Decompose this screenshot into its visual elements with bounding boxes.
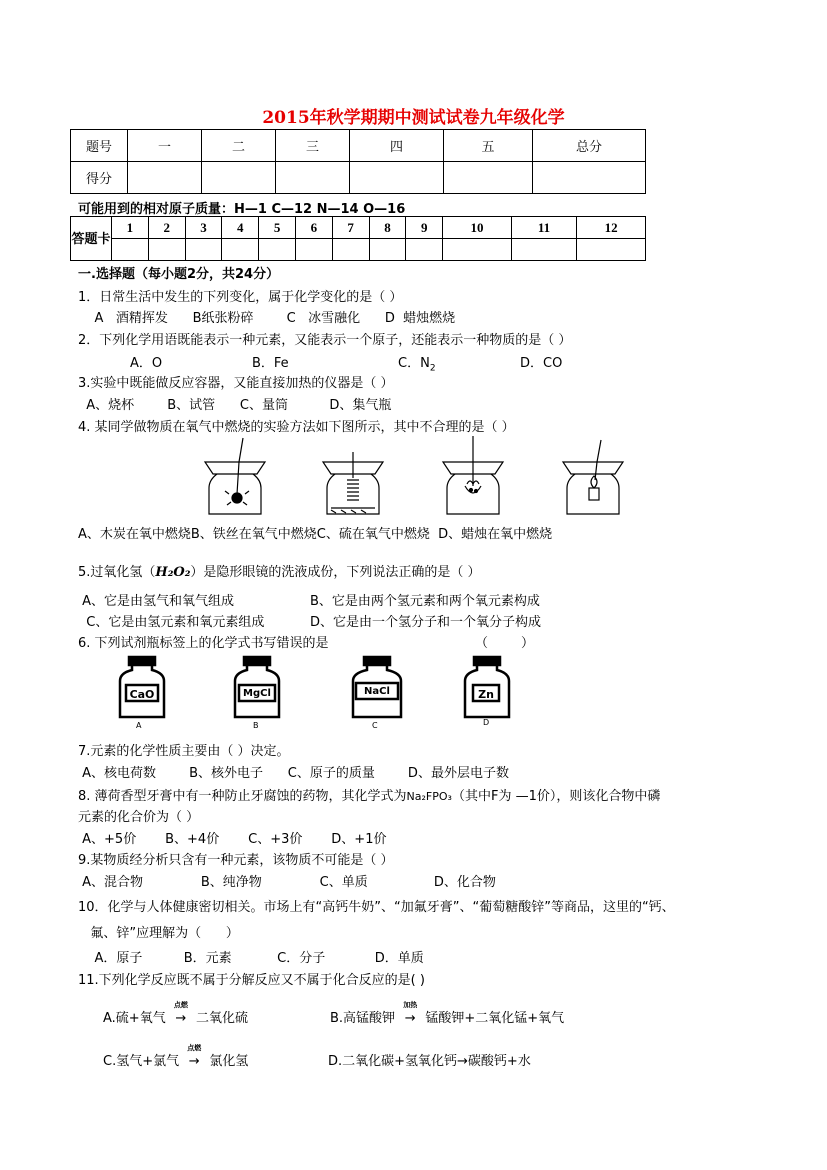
header-cell: 四: [350, 130, 444, 162]
answer-card-label: 答题卡: [71, 217, 112, 261]
condition-label: 点燃: [173, 1001, 188, 1009]
answer-cell[interactable]: [295, 239, 332, 261]
reagent-bottles: [112, 655, 532, 735]
score-cell[interactable]: [128, 162, 202, 194]
answer-cell[interactable]: [406, 239, 443, 261]
question-3-stem: 3.实验中既能做反应容器，又能直接加热的仪器是（ ）: [78, 376, 394, 391]
question-5-option-d: D、它是由一个氢分子和一个氧分子构成: [310, 615, 542, 630]
question-2-option-d: D．CO: [520, 356, 563, 371]
answer-cell[interactable]: [259, 239, 296, 261]
answer-number: 5: [259, 217, 296, 239]
answer-number: 6: [295, 217, 332, 239]
question-2-option-c: [398, 352, 436, 374]
condition-label: 点燃: [187, 1044, 202, 1052]
header-cell: 二: [202, 130, 276, 162]
question-5-stem: [78, 561, 481, 580]
answer-cell[interactable]: [443, 239, 512, 261]
arrow-icon: →: [188, 1054, 200, 1069]
answer-number: 3: [185, 217, 222, 239]
answer-number: 8: [369, 217, 406, 239]
arrow-icon: →: [175, 1011, 187, 1026]
answer-cell[interactable]: [148, 239, 185, 261]
question-11-option-c: [103, 1044, 249, 1069]
header-cell: 三: [276, 130, 350, 162]
formula-na2fpo3: Na₂FPO₃: [406, 790, 452, 803]
label-b-text: MgCl: [243, 688, 271, 699]
bottle-iron: [323, 452, 383, 514]
question-11-option-a: [103, 1001, 248, 1026]
arrow-with-condition: [170, 1001, 192, 1026]
score-cell[interactable]: [276, 162, 350, 194]
answer-cell[interactable]: [112, 239, 149, 261]
bottle-d: [457, 655, 517, 735]
answer-number: 11: [511, 217, 576, 239]
question-10-stem: 10．化学与人体健康密切相关。市场上有“高钙牛奶”、“加氟牙膏”、“葡萄糖酸锌”等商品，这里的“钙、: [78, 900, 675, 915]
bottle-candle: [563, 440, 623, 514]
combustion-diagram: [195, 436, 635, 518]
answer-cell[interactable]: [511, 239, 576, 261]
bottle-a: [112, 655, 172, 735]
score-cell[interactable]: [533, 162, 646, 194]
bottle-c: [344, 655, 410, 735]
question-8-stem: [78, 785, 660, 804]
score-cell[interactable]: [350, 162, 444, 194]
question-7-stem: 7.元素的化学性质主要由（ ）决定。: [78, 744, 290, 759]
question-10-options: A．原子 B．元素 C．分子 D．单质: [78, 951, 424, 966]
question-5-option-a: A、它是由氢气和氧气组成: [78, 594, 235, 609]
stem-part: 5.过氧化氢（: [78, 565, 156, 580]
score-cell[interactable]: [444, 162, 533, 194]
atomic-masses: 可能用到的相对原子质量：H—1 C—12 N—14 O—16: [78, 202, 406, 217]
label-a-text: CaO: [129, 688, 155, 701]
question-11-option-d: D.二氧化碳+氢氧化钙→碳酸钙+水: [328, 1054, 531, 1069]
section-title: 一.选择题（每小题2分，共24分）: [78, 267, 280, 282]
row-label: 得分: [71, 162, 128, 194]
answer-cell[interactable]: [222, 239, 259, 261]
question-8-options: A、+5价 B、+4价 C、+3价 D、+1价: [78, 832, 387, 847]
condition-label: 加热: [403, 1001, 418, 1009]
stem-part: 8. 薄荷香型牙膏中有一种防止牙腐蚀的药物，其化学式为: [78, 789, 407, 804]
letter-d: D: [483, 718, 490, 727]
answer-number: 9: [406, 217, 443, 239]
exam-title: 2015年秋学期期中测试试卷九年级化学: [262, 108, 565, 128]
formula-h2o2: H₂O₂: [155, 565, 191, 580]
header-cell: 一: [128, 130, 202, 162]
question-3-options: A、烧杯 B、试管 C、量筒 D、集气瓶: [78, 398, 392, 413]
question-11-option-b: [330, 1001, 565, 1026]
question-2-option-a: A．O: [130, 356, 163, 371]
combustion-figure: [195, 436, 635, 518]
reactants: B.高锰酸钾: [330, 1011, 396, 1026]
answer-cell[interactable]: [577, 239, 646, 261]
question-9-stem: 9.某物质经分析只含有一种元素，该物质不可能是（ ）: [78, 853, 394, 868]
reactants: C.氢气+氯气: [103, 1054, 180, 1069]
label-c-text: NaCl: [364, 686, 390, 697]
arrow-with-condition: [183, 1044, 205, 1069]
products: 氯化氢: [209, 1054, 249, 1069]
question-9-options: A、混合物 B、纯净物 C、单质 D、化合物: [78, 875, 496, 890]
bottle-charcoal: [205, 438, 265, 514]
answer-cell[interactable]: [332, 239, 369, 261]
letter-c: C: [372, 721, 378, 730]
question-6-stem: 6. 下列试剂瓶标签上的化学式书写错误的是: [78, 636, 329, 651]
score-header-row: [71, 130, 646, 162]
bottle-sulfur: [443, 436, 503, 514]
products: 二氧化硫: [195, 1011, 248, 1026]
question-1-options: A 酒精挥发 B纸张粉碎 C 冰雪融化 D 蜡烛燃烧: [78, 311, 456, 326]
answer-cell[interactable]: [369, 239, 406, 261]
products: 锰酸钾+二氧化锰+氧气: [425, 1011, 565, 1026]
answer-number: 12: [577, 217, 646, 239]
stem-part: ）是隐形眼镜的洗液成份，下列说法正确的是（ ）: [190, 565, 481, 580]
question-1-stem: 1．日常生活中发生的下列变化，属于化学变化的是（ ）: [78, 290, 403, 305]
question-2-stem: 2．下列化学用语既能表示一种元素，又能表示一个原子，还能表示一种物质的是（ ）: [78, 333, 572, 348]
answer-number-row: [71, 217, 646, 239]
stem-part: （其中F为 —1价），则该化合物中磷: [451, 789, 661, 804]
label-d-text: Zn: [478, 688, 494, 701]
arrow-icon: →: [404, 1011, 416, 1026]
question-10-line2: 氟、锌”应理解为（ ）: [78, 926, 239, 941]
option-c-text: C．N: [398, 356, 430, 371]
answer-number: 10: [443, 217, 512, 239]
header-cell: 五: [444, 130, 533, 162]
question-6-paren: （ ）: [475, 636, 535, 651]
answer-card-table: [70, 216, 646, 261]
question-5-option-c: C、它是由氢元素和氧元素组成: [78, 615, 265, 630]
answer-number: 1: [112, 217, 149, 239]
bottle-b: [227, 655, 287, 735]
question-11-stem: 11.下列化学反应既不属于分解反应又不属于化合反应的是( ): [78, 973, 425, 988]
question-2-option-b: B．Fe: [252, 356, 289, 371]
question-5-option-b: B、它是由两个氢元素和两个氧元素构成: [310, 594, 540, 609]
question-4-options: A、木炭在氧中燃烧B、铁丝在氧气中燃烧C、硫在氧气中燃烧 D、蜡烛在氧中燃烧: [78, 527, 553, 542]
answer-number: 4: [222, 217, 259, 239]
header-cell: 总分: [533, 130, 646, 162]
letter-a: A: [136, 721, 142, 730]
header-cell: 题号: [71, 130, 128, 162]
question-7-options: A、核电荷数 B、核外电子 C、原子的质量 D、最外层电子数: [78, 766, 509, 781]
letter-b: B: [253, 721, 259, 730]
answer-number: 7: [332, 217, 369, 239]
answer-cell[interactable]: [185, 239, 222, 261]
score-cell[interactable]: [202, 162, 276, 194]
arrow-with-condition: [399, 1001, 421, 1026]
question-4-stem: 4. 某同学做物质在氧气中燃烧的实验方法如下图所示，其中不合理的是（ ）: [78, 420, 515, 435]
reactants: A.硫+氧气: [103, 1011, 166, 1026]
answer-blank-row: [71, 239, 646, 261]
subscript: 2: [429, 363, 436, 374]
score-table: [70, 129, 646, 194]
question-8-line2: 元素的化合价为（ ）: [78, 810, 200, 825]
answer-number: 2: [148, 217, 185, 239]
score-row: [71, 162, 646, 194]
